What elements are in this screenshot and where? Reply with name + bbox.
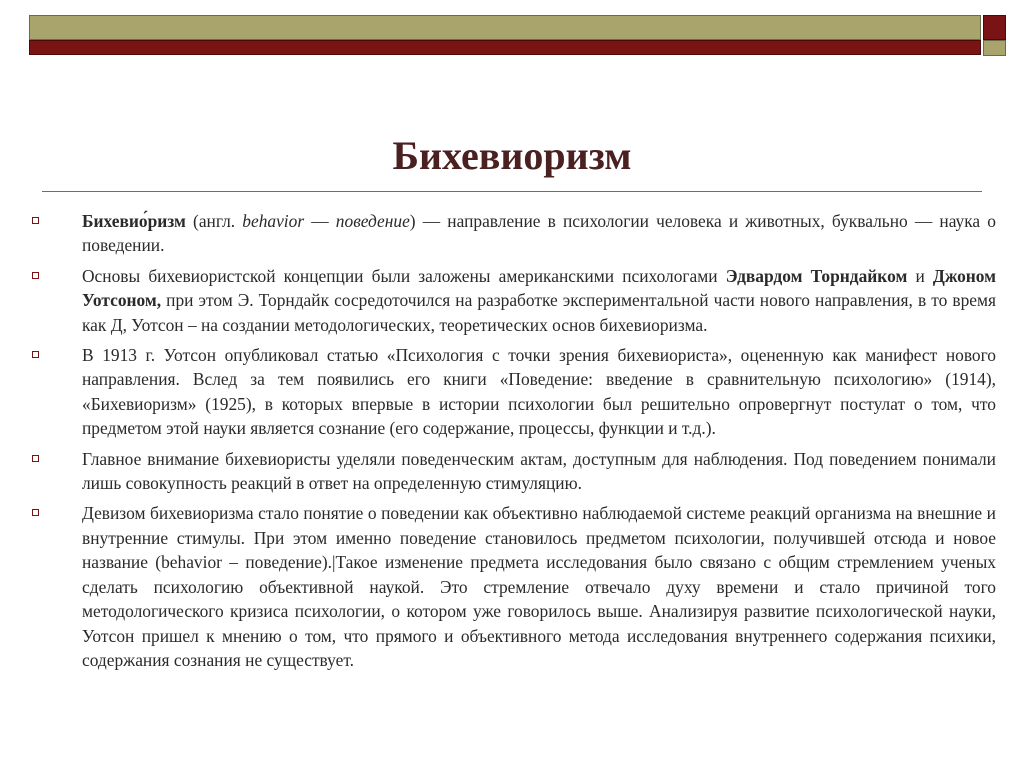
person-name-bold: Эдвардом Торндайком bbox=[725, 265, 908, 286]
item-text: — bbox=[304, 211, 336, 231]
item-text: В 1913 г. Уотсон опубликовал статью «Психология с точки зрения бихевиориста», оцененную как манифест нового направления. Вслед за тем появились его книги «Поведение: введение в сравнительную психологию» (1914), «Бихевиоризм» (1925), в которых впервые в истории психологии был решительно опровергнут постулат о том, что предметом этой науки является сознание (его содержание, процессы, функции и т.д.). bbox=[82, 345, 996, 439]
list-item bbox=[30, 264, 996, 337]
item-text: Основы бихевиористской концепции были заложены американскими психологами bbox=[82, 265, 726, 286]
corner-maroon-square bbox=[983, 15, 1006, 40]
header-decoration-bar bbox=[29, 15, 981, 55]
title-divider bbox=[42, 191, 982, 192]
corner-olive-square bbox=[983, 40, 1006, 56]
list-item bbox=[30, 343, 996, 441]
square-bullet-icon bbox=[32, 217, 39, 224]
list-item bbox=[30, 447, 996, 496]
square-bullet-icon bbox=[32, 351, 39, 358]
item-text: Главное внимание бихевиористы уделяли поведенческим актам, доступным для наблюдения. Под поведением понимали лишь совокупность реакций в ответ на определенную стимуляцию. bbox=[82, 448, 996, 494]
person-name-bold: Джоном Уотсоном, bbox=[82, 265, 996, 311]
item-text: и bbox=[907, 265, 933, 286]
bullet-list bbox=[30, 209, 996, 678]
item-text: ) — направление в психологии человека и животных, буквально — наука о поведении. bbox=[82, 211, 996, 256]
square-bullet-icon bbox=[32, 509, 39, 516]
term-bold: Бихевио́ризм bbox=[82, 211, 186, 231]
square-bullet-icon bbox=[32, 272, 39, 279]
item-text: Девизом бихевиоризма стало понятие о поведении как объективно наблюдаемой системе реакций организма на внешние и внутренние стимулы. При этом именно поведение становилось предметом психологии, получившей отсюда и новое название (behavior – поведение).|Такое изменение предмета исследования было связано с общим стремлением ученых сделать психологию объективной наукой. Это стремление отвечало духу времени и стало причиной того методологического кризиса психологии, о котором уже говорилось выше. Анализируя развитие психологической науки, Уотсон пришел к мнению о том, что прямого и объективного метода исследования внутреннего содержания психики, содержания сознания не существует. bbox=[82, 503, 996, 670]
list-item bbox=[30, 209, 996, 258]
slide-title: Бихевиоризм bbox=[392, 133, 632, 178]
item-text: (англ. bbox=[185, 211, 243, 231]
square-bullet-icon bbox=[32, 455, 39, 462]
term-translation: поведение bbox=[335, 211, 410, 231]
item-text: при этом Э. Торндайк сосредоточился на разработке экспериментальной части нового направления, в то время как Д, Уотсон – на создании методологических, теоретических основ бихевиоризма. bbox=[82, 290, 996, 335]
header-maroon-stripe bbox=[29, 40, 981, 55]
term-english: behavior bbox=[242, 211, 305, 231]
header-olive-stripe bbox=[29, 15, 981, 40]
list-item bbox=[30, 501, 996, 672]
